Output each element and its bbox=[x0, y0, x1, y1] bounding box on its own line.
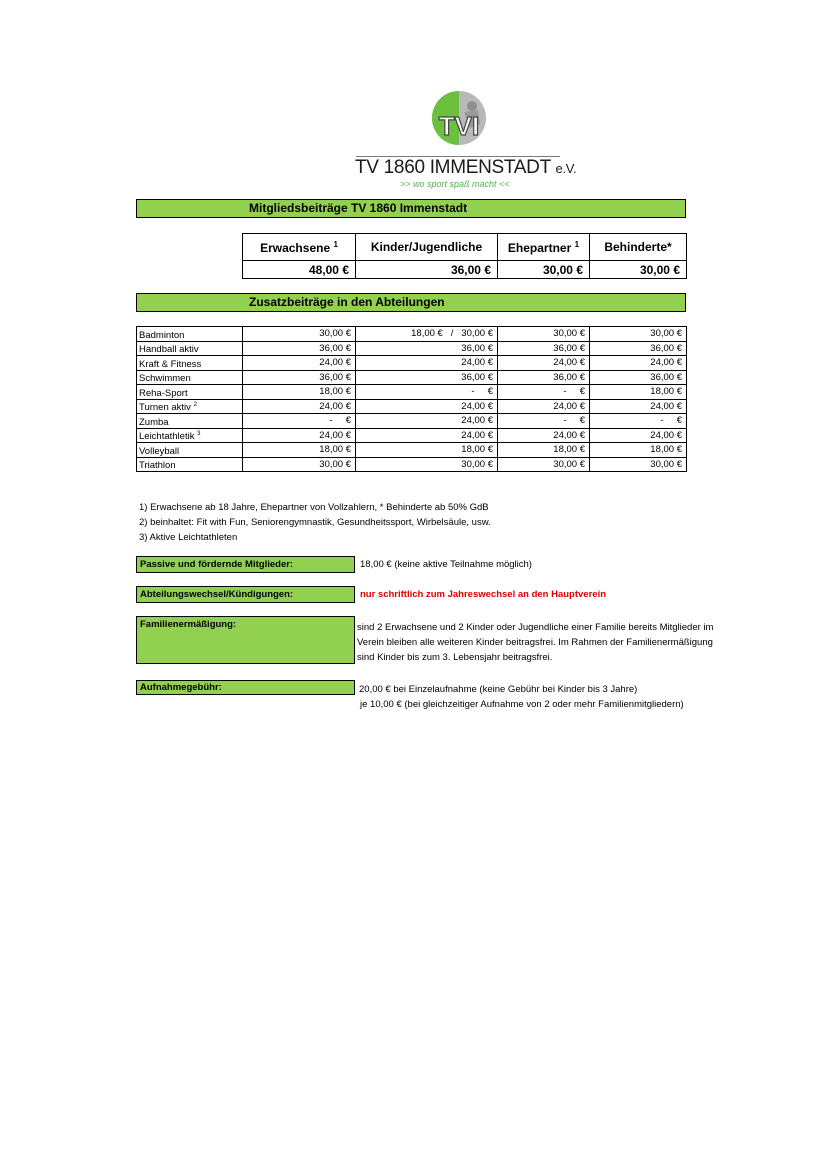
passive-members-label: Passive und fördernde Mitglieder: bbox=[136, 556, 355, 573]
department-name: Schwimmen bbox=[137, 370, 243, 385]
admission-fee-label: Aufnahmegebühr: bbox=[136, 680, 355, 695]
footnote-1: 1) Erwachsene ab 18 Jahre, Ehepartner von Vollzahlern, * Behinderte ab 50% GdB bbox=[139, 502, 489, 513]
org-name-suffix: e.V. bbox=[555, 161, 577, 176]
department-fee-cell: 18,00 € bbox=[590, 443, 687, 458]
department-fee-cell: 30,00 € bbox=[590, 457, 687, 472]
family-discount-line: Verein bleiben alle weiteren Kinder beitragsfrei. Im Rahmen der Familienermäßigung bbox=[357, 637, 713, 648]
department-row bbox=[137, 414, 687, 429]
department-fee-cell: 24,00 € bbox=[356, 428, 498, 443]
slogan: >> wo sport spaß macht << bbox=[400, 179, 510, 189]
department-fee-cell: 24,00 € bbox=[498, 428, 590, 443]
department-fee-cell: 18,00 € bbox=[243, 385, 356, 400]
family-discount-text bbox=[357, 620, 713, 665]
department-name: Kraft & Fitness bbox=[137, 356, 243, 371]
price-value-row bbox=[243, 261, 687, 279]
department-fee-cell: 36,00 € bbox=[243, 370, 356, 385]
department-fee-cell: 36,00 € bbox=[356, 341, 498, 356]
family-discount-line: sind Kinder bis zum 3. Lebensjahr beitragsfrei. bbox=[357, 652, 553, 663]
admission-fee-line: je 10,00 € (bei gleichzeitiger Aufnahme von 2 oder mehr Familienmitgliedern) bbox=[360, 699, 684, 710]
department-fee-cell: 24,00 € bbox=[356, 399, 498, 414]
department-name: Zumba bbox=[137, 414, 243, 429]
department-fee-cell: 18,00 € bbox=[590, 385, 687, 400]
department-row bbox=[137, 327, 687, 342]
department-fee-cell: 36,00 € bbox=[590, 341, 687, 356]
department-fee-cell: 24,00 € bbox=[356, 356, 498, 371]
department-fee-cell: 30,00 € bbox=[243, 457, 356, 472]
department-fee-cell: 30,00 € bbox=[356, 457, 498, 472]
header-disabled: Behinderte* bbox=[590, 234, 687, 261]
department-fee-cell: 36,00 € bbox=[498, 341, 590, 356]
department-change-text: nur schriftlich zum Jahreswechsel an den Hauptverein bbox=[360, 589, 607, 600]
department-fee-cell: 18,00 € bbox=[498, 443, 590, 458]
price-adults: 48,00 € bbox=[243, 261, 356, 279]
header-adults: Erwachsene $^1$ bbox=[243, 234, 356, 261]
department-fee-cell: 36,00 € bbox=[243, 341, 356, 356]
org-name-main: TV 1860 IMMENSTADT bbox=[355, 157, 551, 178]
department-row bbox=[137, 356, 687, 371]
department-row bbox=[137, 399, 687, 414]
department-fee-cell: 24,00 € bbox=[590, 399, 687, 414]
department-fee-cell: 36,00 € bbox=[356, 370, 498, 385]
footnotes bbox=[139, 500, 491, 545]
department-change-label: Abteilungswechsel/Kündigungen: bbox=[136, 586, 355, 603]
department-fee-cell: 30,00 € bbox=[590, 327, 687, 342]
passive-members-text: 18,00 € (keine aktive Teilnahme möglich) bbox=[360, 559, 532, 570]
department-fee-cell: 36,00 € bbox=[590, 370, 687, 385]
department-name: Volleyball bbox=[137, 443, 243, 458]
footnote-3: 3) Aktive Leichtathleten bbox=[139, 532, 238, 543]
family-discount-label: Familienermäßigung: bbox=[136, 616, 355, 664]
department-row bbox=[137, 457, 687, 472]
department-row bbox=[137, 443, 687, 458]
department-fee-cell: 24,00 € bbox=[243, 399, 356, 414]
departments-title: Zusatzbeiträge in den Abteilungen bbox=[136, 293, 686, 312]
department-name: Reha-Sport bbox=[137, 385, 243, 400]
department-row bbox=[137, 341, 687, 356]
department-fee-cell: 24,00 € bbox=[356, 414, 498, 429]
footnote-2: 2) beinhaltet: Fit with Fun, Seniorengymnastik, Gesundheitssport, Wirbelsäule, usw. bbox=[139, 517, 491, 528]
department-row bbox=[137, 370, 687, 385]
family-discount-line: sind 2 Erwachsene und 2 Kinder oder Jugendliche einer Familie bereits Mitglieder im bbox=[357, 622, 714, 633]
department-name: Leichtathletik $^3$ bbox=[137, 428, 243, 443]
department-fee-cell: - € bbox=[243, 414, 356, 429]
department-fee-cell: 36,00 € bbox=[498, 370, 590, 385]
department-fee-cell: 18,00 € / 30,00 € bbox=[356, 327, 498, 342]
department-fee-cell: 30,00 € bbox=[498, 327, 590, 342]
department-fee-cell: 24,00 € bbox=[590, 356, 687, 371]
department-fee-cell: - € bbox=[498, 385, 590, 400]
department-name: Badminton bbox=[137, 327, 243, 342]
department-fee-cell: 30,00 € bbox=[243, 327, 356, 342]
department-row bbox=[137, 428, 687, 443]
department-row bbox=[137, 385, 687, 400]
department-fee-cell: 24,00 € bbox=[243, 356, 356, 371]
org-name bbox=[355, 157, 577, 179]
admission-fee-line: 20,00 € bei Einzelaufnahme (keine Gebühr bei Kinder bis 3 Jahre) bbox=[359, 684, 638, 695]
department-fee-cell: 18,00 € bbox=[356, 443, 498, 458]
department-fee-cell: 30,00 € bbox=[498, 457, 590, 472]
department-fee-cell: 24,00 € bbox=[498, 399, 590, 414]
department-name: Handball aktiv bbox=[137, 341, 243, 356]
department-name: Triathlon bbox=[137, 457, 243, 472]
department-fee-cell: 24,00 € bbox=[590, 428, 687, 443]
club-logo bbox=[428, 90, 490, 150]
department-fee-cell: 24,00 € bbox=[243, 428, 356, 443]
price-header-row bbox=[243, 234, 687, 261]
price-children: 36,00 € bbox=[356, 261, 498, 279]
department-fee-cell: - € bbox=[356, 385, 498, 400]
department-name: Turnen aktiv $^2$ bbox=[137, 399, 243, 414]
department-fee-cell: - € bbox=[498, 414, 590, 429]
membership-price-table bbox=[242, 233, 687, 279]
membership-title: Mitgliedsbeiträge TV 1860 Immenstadt bbox=[136, 199, 686, 218]
department-fee-cell: 24,00 € bbox=[498, 356, 590, 371]
department-fee-cell: 18,00 € bbox=[243, 443, 356, 458]
logo-text: TVI bbox=[438, 111, 480, 141]
logo-graphic bbox=[428, 90, 490, 150]
department-fee-cell: - € bbox=[590, 414, 687, 429]
price-disabled: 30,00 € bbox=[590, 261, 687, 279]
header-children: Kinder/Jugendliche bbox=[356, 234, 498, 261]
admission-fee-text bbox=[359, 682, 684, 712]
department-fee-table bbox=[136, 326, 687, 472]
header-spouse: Ehepartner $^1$ bbox=[498, 234, 590, 261]
price-spouse: 30,00 € bbox=[498, 261, 590, 279]
